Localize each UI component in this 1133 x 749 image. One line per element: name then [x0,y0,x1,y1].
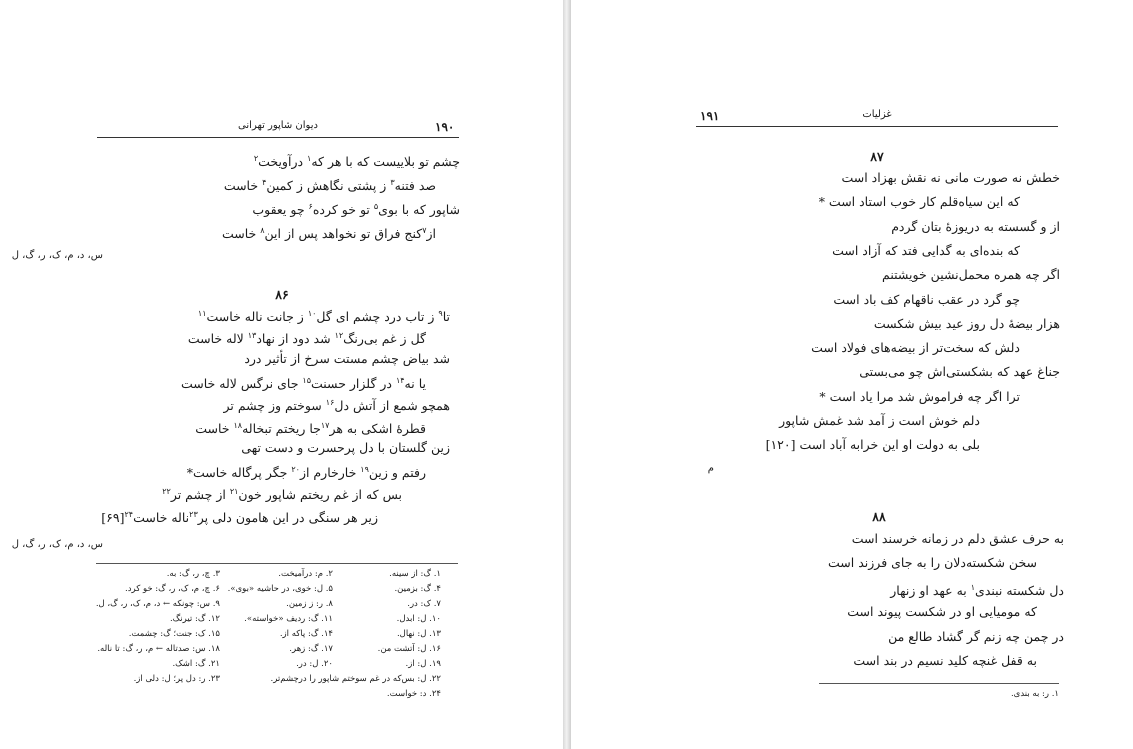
verse-line: هزار بیضهٔ دل روز عید بیش شکست [873,315,1060,331]
footnote-entry: ۲۳. ر: دل پر؛ ل: دلی از. [133,674,220,684]
footnote-marker: ۲۲ [162,487,171,497]
footnote-entry: ۱۵. ک: جنت؛ گ: چشمت. [128,629,220,639]
footnote-marker: ۱۳ [247,331,257,341]
footnote-entry: ۱۳. ل: نهال. [396,629,441,639]
verse-line: دلم خوش است ز آمد شد غمش شاپور [779,413,980,428]
footnote-entry: ۸. ر: ز زمین. [286,599,333,609]
verse-line: شاپور که با بوی$^۵$ تو خو کرده$^۶$ چو یعقوب [252,202,460,218]
verse-line: زیر هر سنگی در این هامون دلی پر$^{۲۳}$ناله خاست$^{۲۴}$[۶۹] [101,509,378,525]
verse-line: جناغ عهد که بشکستی‌اش چو می‌بستی [859,364,1060,380]
verse-line: زین گلستان با دل پرحسرت و دست تهی [241,439,450,455]
verse-line: قطرهٔ اشکی به هر$^{۱۷}$جا ریختم تبخاله$^{۱۸}$ خاست [195,420,426,436]
footnote-rule [96,563,458,564]
footnote-marker: ۲۴ [124,509,134,519]
running-title: غزلیات [862,109,892,120]
verse-line: شد بیاض چشم مستت سرخ از تأثیر درد [244,350,450,366]
footnote-marker: ۲ [253,154,259,163]
verse-line: دل شکسته نبندی$^۱$ به عهد او زنهار [890,582,1064,598]
poem-number: ۸۶ [275,287,289,302]
footnote-marker: ۷ [422,226,427,235]
footnote-marker: ۳ [390,178,395,187]
footnote-entry: ۷. ک: در. [407,599,441,609]
footnote-marker: ۲۳ [189,509,198,519]
verse-line: که بنده‌ای به گدایی فتد که آزاد است [832,242,1020,258]
footnote-entry: ۲۱. گ: اشک. [172,659,220,669]
footnote-entry: ۱. ر: به بندی. [1010,689,1059,699]
poem-number: ۸۷ [870,149,884,164]
verse-line: خطش نه صورت مانی نه نقش بهزاد است [841,170,1060,185]
left-page [0,0,563,749]
footnote-entry: ۱۷. گ: زهر. [289,644,333,654]
verse-line: صد فتنه$^۳$ ز پشتی نگاهش ز کمین$^۴$ خاست [223,178,436,194]
footnote-marker: ۱۶ [325,398,335,408]
verse-line: در چمن چه زنم گر گشاد طالع من [888,628,1064,644]
verse-line: از و گسسته به دریوزهٔ بتان گردم [891,218,1060,234]
footnote-marker: ۶ [308,202,313,211]
verse-line: یا نه$^{۱۴}$ در گلزار حسنت$^{۱۵}$ جای نرگس لاله خاست [181,375,426,392]
verse-line: که مومیایی او در شکست پیوند است [847,604,1037,620]
footnote-entry: ۵. ل: خوی، در حاشیه «بوی». [227,584,333,594]
poem-number: ۸۸ [872,509,886,524]
footnote-marker: ۸ [260,226,265,235]
footnote-entry: ۱۲. گ: تیرنگ. [169,614,220,624]
footnote-marker: ۲۰ [291,465,300,475]
footnote-entry: ۳. چ، ر، گ: به. [166,569,220,579]
footnote-entry: ۲. م: درآمیخت. [278,569,333,579]
footnote-marker: ۹ [438,309,443,318]
footnote-marker: ۴ [262,178,267,187]
verse-line: بس که از غم ریختم شاپور خون$^{۲۱}$ از چشم تر$^{۲۲}$ [162,487,402,503]
footnote-entry: ۴. گ: بزمین. [394,584,441,594]
footnote-entry: ۲۲. ل: بس‌که در غم سوختم شاپور را درچشم‌تر. [270,674,441,684]
verse-line: چو گرد در عقب ناقهام کف باد است [833,291,1020,307]
footnote-entry: ۱۸. س: صدتاله ← م، ر، گ: تا ناله. [97,644,220,654]
footnote-entry: ۱۹. ل: از. [405,659,441,669]
verse-line: به قفل غنچه کلید نسیم در بند است [853,653,1037,668]
verse-line: از$^۷$کنج فراق تو نخواهد پس از این$^۸$ خاست [221,226,436,242]
footnote-entry: ۱۴. گ: پاکه از. [279,629,333,639]
verse-line: ترا اگر چه فراموش شد مرا یاد است * [819,388,1020,404]
footnote-entry: ۹. س: چونکه ← د، م، ک، ر، گ، ل. [95,599,220,609]
footnote-marker: ۲۱ [229,487,239,497]
verse-line: دلش که سخت‌تر از بیضه‌های فولاد است [811,340,1020,356]
right-page [571,0,1133,749]
verse-line: بلی به دولت او این خرابه آباد است [۱۲۰] [765,437,980,453]
header-rule [696,126,1058,127]
footnote-marker: ۱۸ [233,420,243,430]
book-gutter [563,0,571,749]
footnote-entry: ۶. چ، م، ک، ر، گ: خو کرد. [125,584,220,594]
footnote-marker: ۱ [970,582,976,592]
sources-line: س، د، م، ک، ر، گ، ل [11,250,103,261]
sources-line: م [707,463,714,474]
verse-line: به حرف عشق دلم در زمانه خرسند است [851,531,1064,546]
footnote-entry: ۲۰. ل: در. [296,659,333,669]
footnote-marker: ۱۱ [197,309,207,318]
verse-line: تا$^۹$ ز تاب درد چشم ای گل$^{۱۰}$ ز جانت ناله خاست$^{۱۱}$ [197,309,450,325]
verse-line: که این سیاه‌قلم کار خوب استاد است * [818,194,1020,210]
left-page-header [97,120,459,134]
footnote-marker: ۱۴ [395,375,405,385]
footnote-entry: ۱. گ: از سینه. [389,569,441,579]
footnote-marker: ۱۵ [302,375,311,385]
verse-line: همچو شمع از آتش دل$^{۱۶}$ سوختم وز چشم تر [223,398,450,414]
running-title: دیوان شاپور تهرانی [238,120,318,131]
header-rule [97,137,459,138]
page-number: ۱۹۰ [435,120,455,134]
verse-line: اگر چه همره محمل‌نشین خویشتنم [882,267,1060,283]
footnote-entry: ۲۴. د: خواست. [386,689,441,699]
footnote-rule [819,683,1059,684]
page-number: ۱۹۱ [700,109,720,123]
footnote-marker: ۱۲ [334,331,344,341]
footnote-marker: ۱۷ [320,420,330,430]
footnote-entry: ۱۰. ل: ابدل. [396,614,441,624]
verse-line: چشم تو بلاییست که با هر که$^۱$ درآویخت$^۲$ [253,154,460,170]
sources-line: س، د، م، ک، ر، گ، ل [11,539,103,550]
footnote-marker: ۱ [307,154,312,163]
verse-line: سخن شکسته‌دلان را به جای فرزند است [828,555,1037,571]
footnote-marker: ۱۹ [360,465,369,475]
footnote-entry: ۱۶. ل: آتشت من. [377,644,441,654]
footnote-entry: ۱۱. گ: ردیف «خواسته». [244,614,333,624]
verse-line: رفتم و زین$^{۱۹}$ خارخارم از$^{۲۰}$ جگر پرگاله خاست* [186,465,426,481]
verse-line: گل ز غم بی‌رنگ$^{۱۲}$ شد دود از نهاد$^{۱۳}$ لاله خاست [187,331,426,347]
right-page-header [696,109,1058,123]
footnote-marker: ۱۰ [307,309,317,318]
footnote-marker: ۵ [373,202,379,211]
